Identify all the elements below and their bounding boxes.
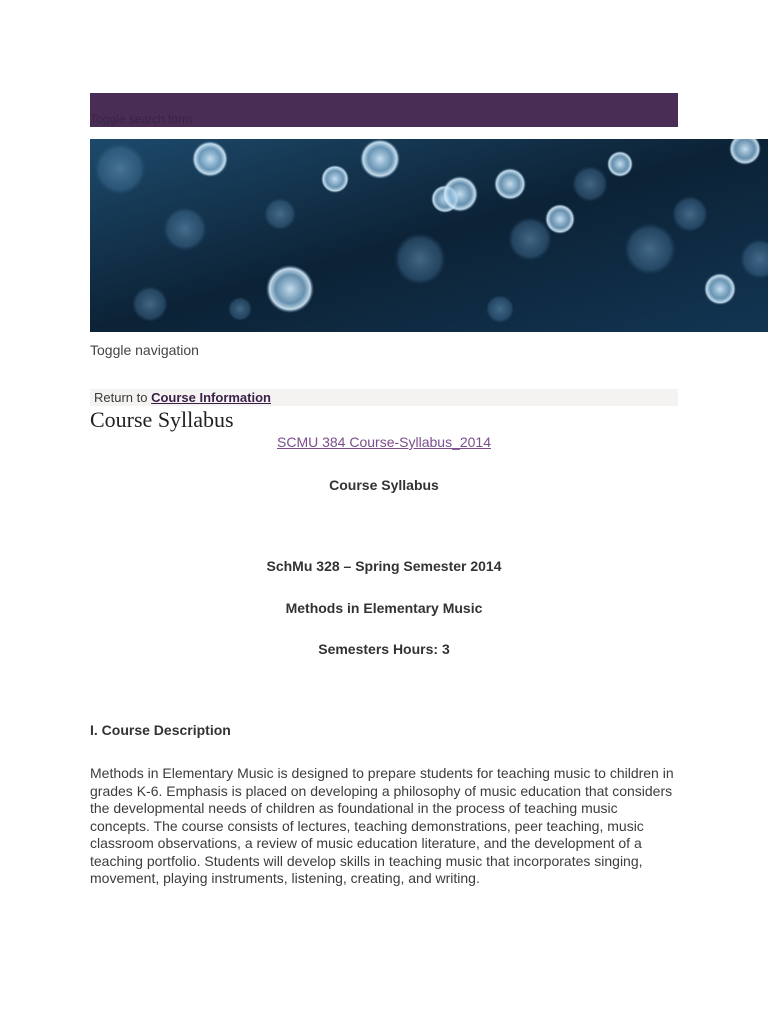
course-description-text: Methods in Elementary Music is designed to prepare students for teaching music to children in grades K-6. Emphasis is placed on developing a philosophy of music education that considers the developmental needs of children as foundational in the process of teaching music concepts. The course consists of lectures, teaching demonstrations, peer teaching, music classroom observations, a review of music education literature, and the development of a teaching portfolio. Students will develop skills in teaching music that incorporates singing, movement, playing instruments, listening, creating, and writing. <box>90 765 674 886</box>
breadcrumb-prefix: Return to <box>94 390 152 405</box>
syllabus-file-link[interactable]: SCMU 384 Course-Syllabus_2014 <box>277 434 491 450</box>
bokeh-lights-image <box>90 139 768 332</box>
search-bar <box>90 93 678 127</box>
syllabus-heading: Course Syllabus <box>329 477 439 493</box>
semester-hours: Semesters Hours: 3 <box>318 641 450 657</box>
header-banner-image <box>90 139 768 332</box>
course-information-link[interactable]: Course Information <box>151 390 271 405</box>
breadcrumb <box>90 389 678 406</box>
course-semester-line: SchMu 328 – Spring Semester 2014 <box>266 558 502 574</box>
course-name: Methods in Elementary Music <box>285 600 483 616</box>
course-description-heading: I. Course Description <box>90 722 231 738</box>
toggle-navigation-button[interactable]: Toggle navigation <box>90 342 199 358</box>
syllabus-file-link-row <box>90 434 678 450</box>
page-title: Course Syllabus <box>90 407 234 432</box>
search-toggle-button[interactable]: Toggle search form <box>90 112 193 126</box>
